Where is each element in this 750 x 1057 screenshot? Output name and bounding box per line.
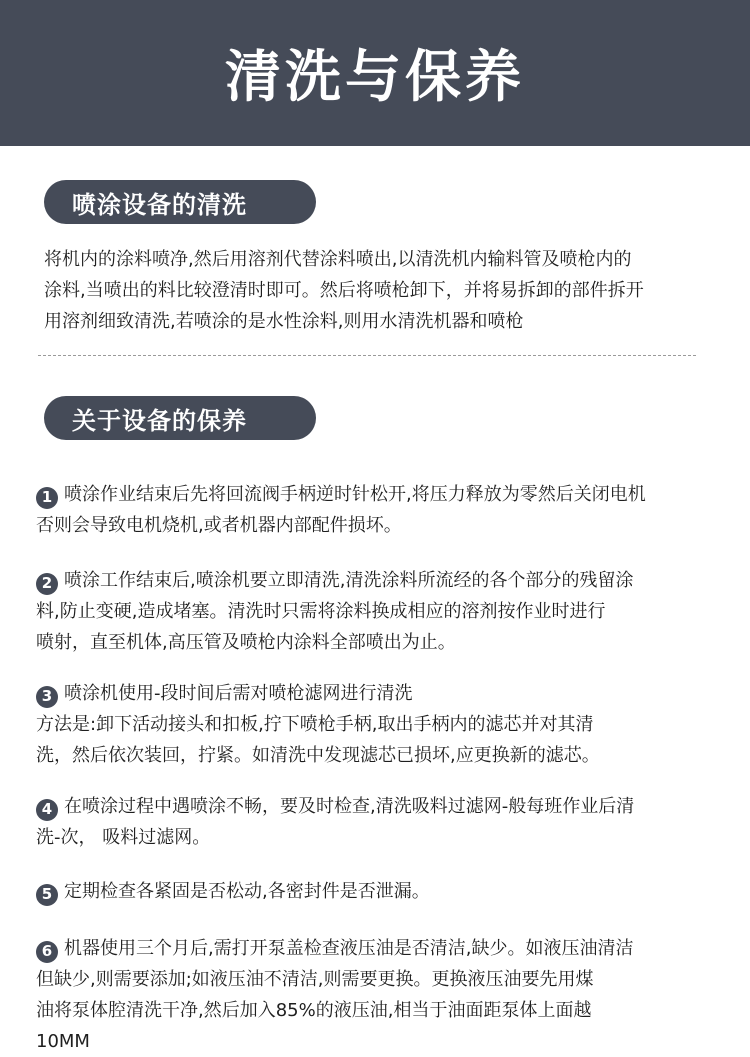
number-badge-icon: 1: [36, 487, 58, 509]
number-badge-icon: 6: [36, 941, 58, 963]
item-line: [36, 678, 726, 709]
item-line: 洗-次， 吸料过滤网。: [36, 827, 211, 848]
header-banner: [0, 0, 750, 146]
page-title: 清洗与保养: [225, 45, 525, 110]
number-badge-icon: 5: [36, 884, 58, 906]
cleaning-paragraph: [44, 244, 714, 337]
maintenance-item: [36, 933, 726, 1057]
item-line: [36, 876, 726, 907]
item-line: [36, 565, 726, 596]
item-line: 洗，然后依次装回，拧紧。如清洗中发现滤芯已损坏,应更换新的滤芯。: [36, 745, 600, 766]
maintenance-item: [36, 678, 726, 771]
paragraph-line: 涂料,当喷出的料比较澄清时即可。然后将喷枪卸下，并将易拆卸的部件拆开: [44, 280, 644, 301]
number-badge-icon: 4: [36, 799, 58, 821]
number-badge-icon: 3: [36, 686, 58, 708]
item-text: 在喷涂过程中遇喷涂不畅，要及时检查,清洗吸料过滤网-般每班作业后清: [64, 796, 635, 817]
item-line: 但缺少,则需要添加;如液压油不清洁,则需要更换。更换液压油要先用煤: [36, 969, 594, 990]
item-line: 方法是:卸下活动接头和扣板,拧下喷枪手柄,取出手柄内的滤芯并对其清: [36, 714, 594, 735]
maintenance-item: [36, 876, 726, 907]
item-text: 机器使用三个月后,需打开泵盖检查液压油是否清洁,缺少。如液压油清洁: [64, 938, 634, 959]
section-title-cleaning: 喷涂设备的清洗: [44, 180, 316, 224]
item-line: 10MM: [36, 1031, 90, 1052]
maintenance-item: [36, 565, 726, 658]
item-line: [36, 933, 726, 964]
item-text: 喷涂机使用-段时间后需对喷枪滤网进行清洗: [64, 683, 413, 704]
paragraph-line: 将机内的涂料喷净,然后用溶剂代替涂料喷出,以清洗机内输料管及喷枪内的: [44, 249, 632, 270]
item-text: 喷涂作业结束后先将回流阀手柄逆时针松开,将压力释放为零然后关闭电机: [64, 484, 646, 505]
item-line: 料,防止变硬,造成堵塞。清洗时只需将涂料换成相应的溶剂按作业时进行: [36, 601, 606, 622]
item-text: 喷涂工作结束后,喷涂机要立即清洗,清洗涂料所流经的各个部分的残留涂: [64, 570, 634, 591]
item-line: [36, 791, 726, 822]
item-line: [36, 479, 726, 510]
item-line: 喷射，直至机体,高压管及喷枪内涂料全部喷出为止。: [36, 632, 456, 653]
maintenance-item: [36, 791, 726, 853]
dashed-divider: [38, 355, 696, 356]
maintenance-item: [36, 479, 726, 541]
item-text: 定期检查各紧固是否松动,各密封件是否泄漏。: [64, 881, 430, 902]
paragraph-line: 用溶剂细致清洗,若喷涂的是水性涂料,则用水清洗机器和喷枪: [44, 311, 524, 332]
number-badge-icon: 2: [36, 573, 58, 595]
section-title-maintenance: 关于设备的保养: [44, 396, 316, 440]
item-line: 否则会导致电机烧机,或者机器内部配件损坏。: [36, 515, 402, 536]
item-line: 油将泵体腔清洗干净,然后加入85%的液压油,相当于油面距泵体上面越: [36, 1000, 592, 1021]
